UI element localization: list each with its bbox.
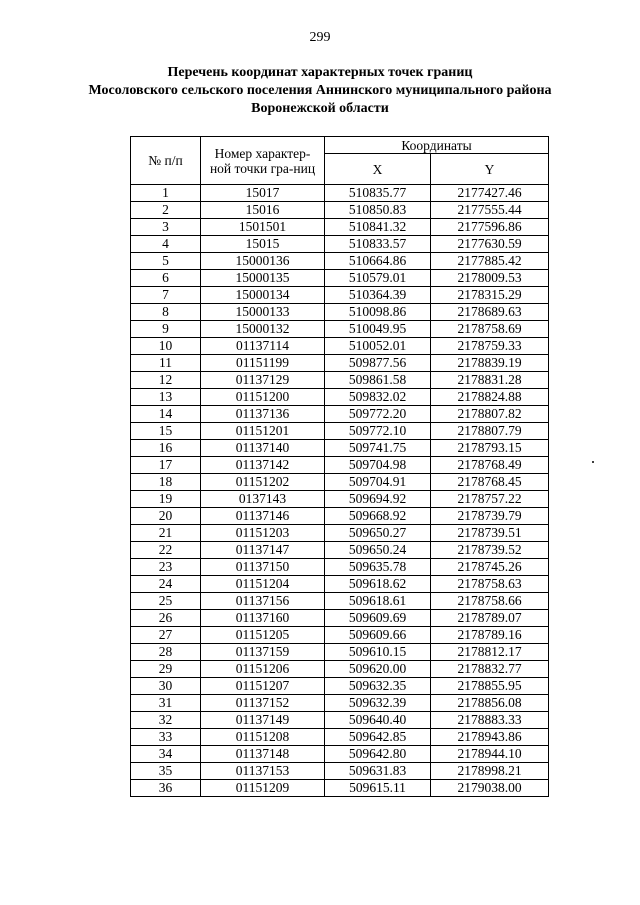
point-number: 01137114 xyxy=(201,338,325,355)
coord-y: 2178739.79 xyxy=(431,508,549,525)
coord-x: 509668.92 xyxy=(325,508,431,525)
row-num: 3 xyxy=(131,219,201,236)
row-num: 28 xyxy=(131,644,201,661)
header-num: № п/п xyxy=(131,137,201,185)
coord-x: 509609.69 xyxy=(325,610,431,627)
point-number: 15000134 xyxy=(201,287,325,304)
table-row xyxy=(131,406,549,423)
point-number: 15000135 xyxy=(201,270,325,287)
coord-x: 510664.86 xyxy=(325,253,431,270)
point-number: 01151204 xyxy=(201,576,325,593)
coord-y: 2178758.66 xyxy=(431,593,549,610)
coord-y: 2178758.63 xyxy=(431,576,549,593)
row-num: 18 xyxy=(131,474,201,491)
stray-mark xyxy=(592,461,594,463)
row-num: 32 xyxy=(131,712,201,729)
coord-y: 2179038.00 xyxy=(431,780,549,797)
table-row xyxy=(131,695,549,712)
point-number: 15017 xyxy=(201,185,325,202)
table-row xyxy=(131,525,549,542)
table-row xyxy=(131,678,549,695)
coord-y: 2178793.15 xyxy=(431,440,549,457)
coord-y: 2178739.51 xyxy=(431,525,549,542)
coord-x: 509772.10 xyxy=(325,423,431,440)
point-number: 01137129 xyxy=(201,372,325,389)
coord-x: 509704.91 xyxy=(325,474,431,491)
coord-x: 509832.02 xyxy=(325,389,431,406)
coord-y: 2178831.28 xyxy=(431,372,549,389)
table-row xyxy=(131,712,549,729)
row-num: 36 xyxy=(131,780,201,797)
coord-x: 509650.27 xyxy=(325,525,431,542)
point-number: 01137146 xyxy=(201,508,325,525)
coord-x: 510049.95 xyxy=(325,321,431,338)
table-row xyxy=(131,746,549,763)
coord-x: 509877.56 xyxy=(325,355,431,372)
point-number: 0137143 xyxy=(201,491,325,508)
point-number: 15000136 xyxy=(201,253,325,270)
table-row xyxy=(131,389,549,406)
table-row xyxy=(131,729,549,746)
coord-y: 2178839.19 xyxy=(431,355,549,372)
coord-y: 2178739.52 xyxy=(431,542,549,559)
coord-y: 2177427.46 xyxy=(431,185,549,202)
page-number: 299 xyxy=(309,30,331,45)
point-number: 15000132 xyxy=(201,321,325,338)
row-num: 6 xyxy=(131,270,201,287)
point-number: 01137142 xyxy=(201,457,325,474)
point-number: 01151207 xyxy=(201,678,325,695)
row-num: 4 xyxy=(131,236,201,253)
table-row xyxy=(131,287,549,304)
point-number: 01137156 xyxy=(201,593,325,610)
coord-y: 2178998.21 xyxy=(431,763,549,780)
table-row xyxy=(131,185,549,202)
coord-x: 510841.32 xyxy=(325,219,431,236)
header-point-number: Номер характер-ной точки гра-ниц xyxy=(201,137,325,185)
coord-y: 2178856.08 xyxy=(431,695,549,712)
table-row xyxy=(131,202,549,219)
table-row xyxy=(131,559,549,576)
row-num: 26 xyxy=(131,610,201,627)
table-row xyxy=(131,457,549,474)
coord-y: 2178789.07 xyxy=(431,610,549,627)
table-row xyxy=(131,576,549,593)
point-number: 01137140 xyxy=(201,440,325,457)
table-row xyxy=(131,491,549,508)
coord-x: 509632.35 xyxy=(325,678,431,695)
coord-x: 509741.75 xyxy=(325,440,431,457)
coord-x: 510833.57 xyxy=(325,236,431,253)
coord-y: 2178689.63 xyxy=(431,304,549,321)
coord-x: 509861.58 xyxy=(325,372,431,389)
table-body xyxy=(131,185,549,797)
table-row xyxy=(131,508,549,525)
row-num: 7 xyxy=(131,287,201,304)
coord-x: 509704.98 xyxy=(325,457,431,474)
point-number: 01151203 xyxy=(201,525,325,542)
point-number: 01137149 xyxy=(201,712,325,729)
table-row xyxy=(131,440,549,457)
point-number: 01151208 xyxy=(201,729,325,746)
point-number: 01137159 xyxy=(201,644,325,661)
table-row xyxy=(131,236,549,253)
point-number: 01151209 xyxy=(201,780,325,797)
table-row xyxy=(131,593,549,610)
coord-x: 510052.01 xyxy=(325,338,431,355)
coord-x: 510364.39 xyxy=(325,287,431,304)
coord-x: 510579.01 xyxy=(325,270,431,287)
title-line-2: Мосоловского сельского поселения Аннинского муниципального района xyxy=(88,83,552,98)
row-num: 34 xyxy=(131,746,201,763)
row-num: 33 xyxy=(131,729,201,746)
row-num: 20 xyxy=(131,508,201,525)
coord-y: 2178812.17 xyxy=(431,644,549,661)
point-number: 15000133 xyxy=(201,304,325,321)
coord-y: 2178855.95 xyxy=(431,678,549,695)
row-num: 2 xyxy=(131,202,201,219)
coord-x: 509642.85 xyxy=(325,729,431,746)
coord-y: 2178009.53 xyxy=(431,270,549,287)
row-num: 13 xyxy=(131,389,201,406)
point-number: 15016 xyxy=(201,202,325,219)
coord-y: 2178759.33 xyxy=(431,338,549,355)
row-num: 10 xyxy=(131,338,201,355)
table-row xyxy=(131,372,549,389)
coord-y: 2178807.79 xyxy=(431,423,549,440)
row-num: 22 xyxy=(131,542,201,559)
table-row xyxy=(131,644,549,661)
table-row xyxy=(131,474,549,491)
coord-x: 509694.92 xyxy=(325,491,431,508)
table-row xyxy=(131,270,549,287)
point-number: 01137136 xyxy=(201,406,325,423)
coord-y: 2178315.29 xyxy=(431,287,549,304)
coord-x: 509631.83 xyxy=(325,763,431,780)
coord-x: 509640.40 xyxy=(325,712,431,729)
table-row xyxy=(131,355,549,372)
coord-x: 509620.00 xyxy=(325,661,431,678)
header-y: Y xyxy=(431,154,549,185)
title-line-1: Перечень координат характерных точек границ xyxy=(167,65,473,80)
point-number: 1501501 xyxy=(201,219,325,236)
coord-y: 2177630.59 xyxy=(431,236,549,253)
table-row xyxy=(131,763,549,780)
document-title xyxy=(0,64,640,118)
coord-y: 2178943.86 xyxy=(431,729,549,746)
table-row xyxy=(131,338,549,355)
coord-x: 509618.61 xyxy=(325,593,431,610)
coord-x: 509610.15 xyxy=(325,644,431,661)
coord-y: 2178883.33 xyxy=(431,712,549,729)
table-row xyxy=(131,610,549,627)
point-number: 01151202 xyxy=(201,474,325,491)
coordinates-table xyxy=(130,136,549,797)
row-num: 15 xyxy=(131,423,201,440)
point-number: 15015 xyxy=(201,236,325,253)
row-num: 30 xyxy=(131,678,201,695)
point-number: 01151200 xyxy=(201,389,325,406)
point-number: 01151199 xyxy=(201,355,325,372)
coord-x: 509615.11 xyxy=(325,780,431,797)
header-coordinates: Координаты xyxy=(325,137,549,154)
coord-y: 2178768.49 xyxy=(431,457,549,474)
coord-y: 2178768.45 xyxy=(431,474,549,491)
point-number: 01137147 xyxy=(201,542,325,559)
point-number: 01151206 xyxy=(201,661,325,678)
table-row xyxy=(131,423,549,440)
point-number: 01137160 xyxy=(201,610,325,627)
point-number: 01151205 xyxy=(201,627,325,644)
header-x: X xyxy=(325,154,431,185)
row-num: 35 xyxy=(131,763,201,780)
coord-x: 509632.39 xyxy=(325,695,431,712)
coord-y: 2177885.42 xyxy=(431,253,549,270)
row-num: 8 xyxy=(131,304,201,321)
coord-x: 509642.80 xyxy=(325,746,431,763)
table-row xyxy=(131,661,549,678)
coord-y: 2178832.77 xyxy=(431,661,549,678)
row-num: 5 xyxy=(131,253,201,270)
point-number: 01137150 xyxy=(201,559,325,576)
coord-x: 509609.66 xyxy=(325,627,431,644)
coord-x: 510835.77 xyxy=(325,185,431,202)
point-number: 01137148 xyxy=(201,746,325,763)
row-num: 16 xyxy=(131,440,201,457)
row-num: 12 xyxy=(131,372,201,389)
point-number: 01137152 xyxy=(201,695,325,712)
table-row xyxy=(131,780,549,797)
coord-y: 2178789.16 xyxy=(431,627,549,644)
row-num: 19 xyxy=(131,491,201,508)
coord-y: 2177596.86 xyxy=(431,219,549,236)
row-num: 1 xyxy=(131,185,201,202)
row-num: 31 xyxy=(131,695,201,712)
coord-y: 2177555.44 xyxy=(431,202,549,219)
table-row xyxy=(131,253,549,270)
row-num: 23 xyxy=(131,559,201,576)
row-num: 25 xyxy=(131,593,201,610)
coord-y: 2178758.69 xyxy=(431,321,549,338)
coord-x: 510098.86 xyxy=(325,304,431,321)
point-number: 01151201 xyxy=(201,423,325,440)
coord-x: 510850.83 xyxy=(325,202,431,219)
table-header xyxy=(131,137,549,185)
table-row xyxy=(131,542,549,559)
row-num: 21 xyxy=(131,525,201,542)
coord-y: 2178944.10 xyxy=(431,746,549,763)
coord-y: 2178757.22 xyxy=(431,491,549,508)
coord-x: 509650.24 xyxy=(325,542,431,559)
row-num: 24 xyxy=(131,576,201,593)
title-line-3: Воронежской области xyxy=(251,101,389,116)
row-num: 9 xyxy=(131,321,201,338)
table-row xyxy=(131,321,549,338)
coord-y: 2178824.88 xyxy=(431,389,549,406)
coord-x: 509635.78 xyxy=(325,559,431,576)
table-row xyxy=(131,219,549,236)
coord-x: 509772.20 xyxy=(325,406,431,423)
row-num: 27 xyxy=(131,627,201,644)
table-row xyxy=(131,304,549,321)
row-num: 11 xyxy=(131,355,201,372)
table-row xyxy=(131,627,549,644)
row-num: 29 xyxy=(131,661,201,678)
row-num: 17 xyxy=(131,457,201,474)
coord-x: 509618.62 xyxy=(325,576,431,593)
coord-y: 2178807.82 xyxy=(431,406,549,423)
coord-y: 2178745.26 xyxy=(431,559,549,576)
point-number: 01137153 xyxy=(201,763,325,780)
row-num: 14 xyxy=(131,406,201,423)
